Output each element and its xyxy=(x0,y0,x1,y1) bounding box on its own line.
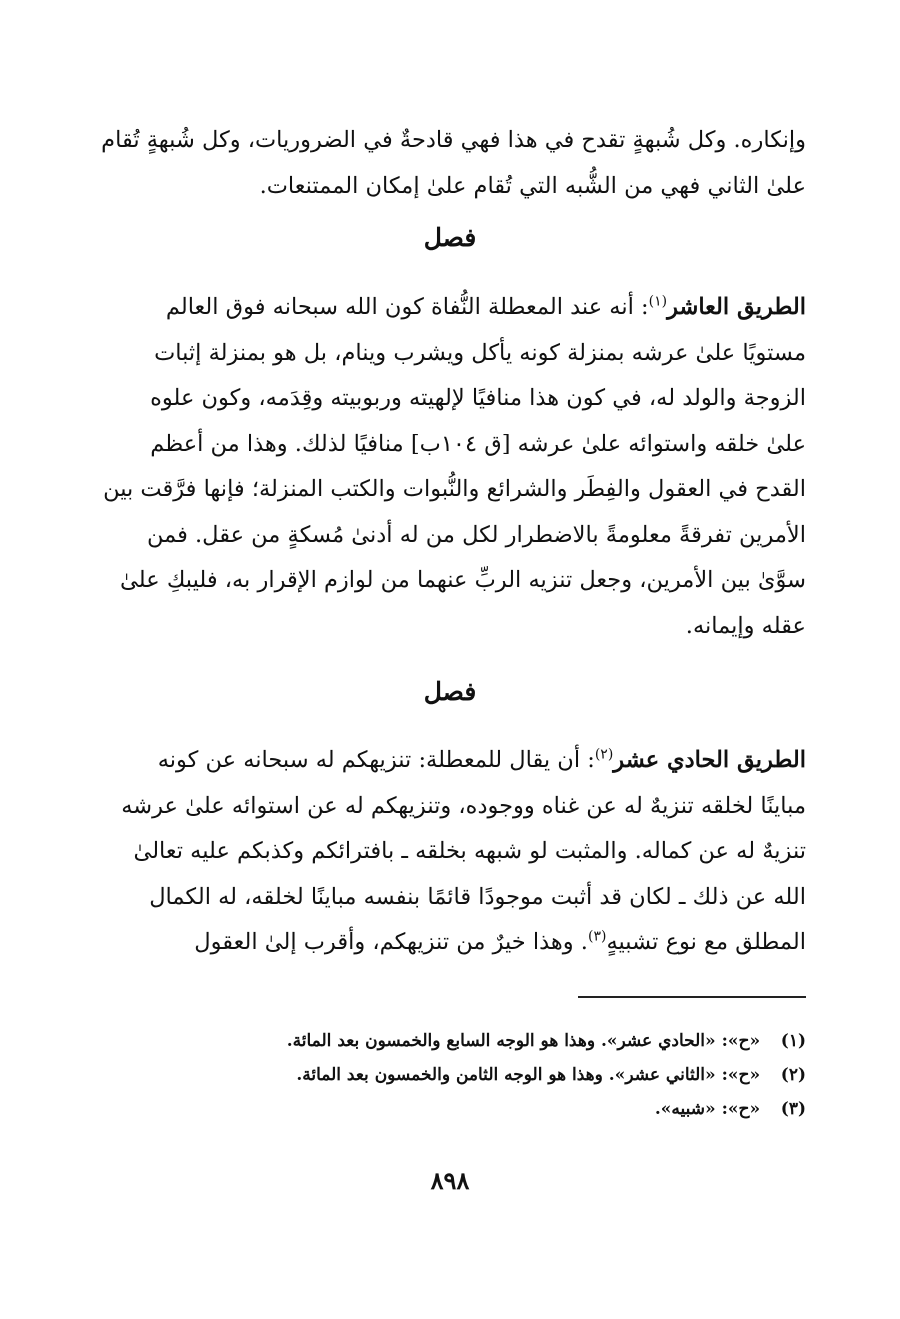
footnote-reference: (١) xyxy=(648,293,668,310)
text-line: القدح في العقول والفِطَر والشرائع والنُّبوات والكتب المنزلة؛ فإنها فرَّقت بين xyxy=(103,476,806,502)
footnote-divider xyxy=(578,996,806,998)
footnote xyxy=(94,1092,806,1126)
text-run: : أن يقال للمعطلة: تنزيهكم له سبحانه عن كونه xyxy=(157,747,595,773)
top-paragraph xyxy=(94,118,806,209)
text-line: مستويًا علىٰ عرشه بمنزلة كونه يأكل ويشرب وينام، بل هو بمنزلة إثبات xyxy=(154,339,806,366)
footnote-number: (٢) xyxy=(780,1065,806,1085)
method-title: الطريق العاشر xyxy=(667,294,806,320)
text-run: . وهذا خيرٌ من تنزيهكم، وأقرب إلىٰ العقول xyxy=(194,929,588,955)
footnote-text: «ح»: «شبيه». xyxy=(654,1099,761,1119)
text-line xyxy=(94,285,806,331)
text-line: مباينًا لخلقه تنزيهٌ له عن غناه ووجوده، وتنزيهكم له عن استوائه علىٰ عرشه xyxy=(121,792,806,819)
method-title: الطريق الحادي عشر xyxy=(613,747,806,773)
text-line: سوَّىٰ بين الأمرين، وجعل تنزيه الربِّ عنهما من لوازم الإقرار به، فليبكِ علىٰ xyxy=(120,567,806,593)
page xyxy=(94,0,806,1319)
footnote-number: (٣) xyxy=(780,1099,806,1119)
text-run: المطلق مع نوع تشبيهٍ xyxy=(606,929,806,955)
text-line: الله عن ذلك ـ لكان قد أثبت موجودًا قائمًا بنفسه مباينًا لخلقه، له الكمال xyxy=(149,883,806,910)
text-line: علىٰ الثاني فهي من الشُّبه التي تُقام علىٰ إمكان الممتنعات. xyxy=(259,172,806,199)
page-number: ٨٩٨ xyxy=(430,1166,470,1195)
footnote xyxy=(94,1058,806,1092)
footnote xyxy=(94,1024,806,1058)
footnote-reference: (٢) xyxy=(594,746,614,763)
text-line: وإنكاره. وكل شُبهةٍ تقدح في هذا فهي قادحةٌ في الضروريات، وكل شُبهةٍ تُقام xyxy=(101,127,806,153)
section-heading: فصل xyxy=(423,223,477,252)
section1-paragraph xyxy=(94,285,806,649)
footnote-text: «ح»: «الحادي عشر». وهذا هو الوجه السابع والخمسون بعد المائة. xyxy=(286,1031,761,1051)
section-heading-1 xyxy=(94,218,806,258)
text-line: عقله وإيمانه. xyxy=(685,612,806,639)
section2-paragraph xyxy=(94,738,806,966)
footnotes xyxy=(94,1024,806,1126)
text-line xyxy=(94,738,806,784)
text-line: الأمرين تفرقةً معلومةً بالاضطرار لكل من له أدنىٰ مُسكةٍ من عقل. فمن xyxy=(146,521,806,548)
footnote-reference: (٣) xyxy=(587,928,607,945)
section-heading-2 xyxy=(94,672,806,712)
text-line: تنزيهٌ له عن كماله. والمثبت لو شبهه بخلقه ـ بافترائكم وكذبكم عليه تعالىٰ xyxy=(133,838,806,864)
text-line: الزوجة والولد له، في كون هذا منافيًا لإلهيته وربوبيته وقِدَمه، وكون علوه xyxy=(150,385,806,411)
footnote-text: «ح»: «الثاني عشر». وهذا هو الوجه الثامن والخمسون بعد المائة. xyxy=(296,1065,761,1085)
text-line xyxy=(94,920,806,966)
section-heading: فصل xyxy=(423,677,477,706)
text-run: : أنه عند المعطلة النُّفاة كون الله سبحانه فوق العالم xyxy=(165,294,649,320)
footnote-number: (١) xyxy=(780,1031,806,1051)
text-line: علىٰ خلقه واستوائه علىٰ عرشه [ق ١٠٤ب] منافيًا لذلك. وهذا من أعظم xyxy=(150,430,806,457)
